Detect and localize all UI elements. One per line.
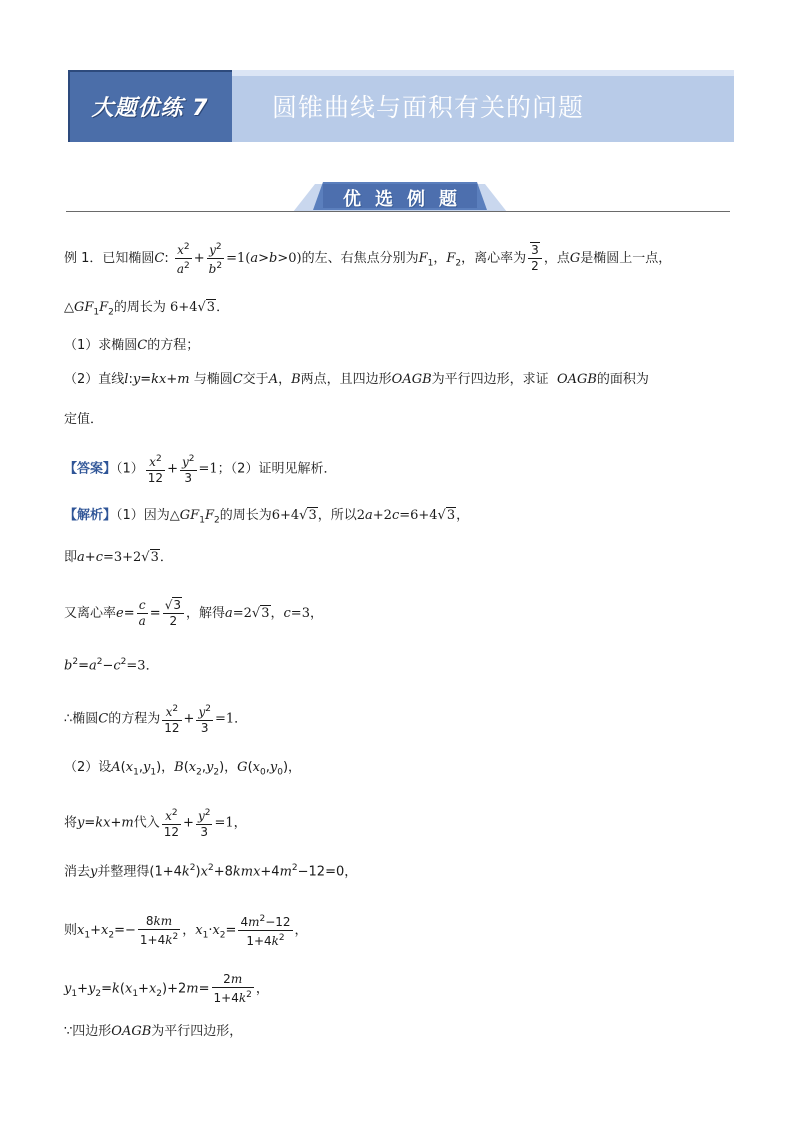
analysis-line-10: $y_1+y_2=k(x_1+x_2)+2m=$ $\frac{2m}{1+4k^2}$ ， [64,972,269,1005]
analysis-line-5: ∴椭圆C的方程为 $\frac{x^2}{12}$ + $\frac{y^2}{3}$ =1． [64,704,248,735]
answer-line: 【答案】（1） $\frac{x^2}{12}$ + $\frac{y^2}{3}$ =1；（2）证明见解析． [64,454,337,485]
analysis-line-4: $b^2=a^2-c^2=3$． [64,657,159,674]
problem-q2: （2）直线l:y=kx+m 与椭圆C交于A，B两点，且四边形OAGB为平行四边形，求证 OAGB的面积为 [64,372,649,387]
header-title: 圆锥曲线与面积有关的问题 [272,93,585,122]
header-badge [68,70,232,142]
analysis-line-1: 【解析】（1）因为$\triangle GF_1F_2$的周长为6+4√3，所以2a+2c=6+4√3， [64,508,470,526]
analysis-line-11: ∵四边形OAGB为平行四边形， [64,1024,243,1039]
analysis-line-3: 又离心率e= $\frac{c}{a}$ = $\frac{√3}{2}$ ，解得a=2√3，c=3， [64,598,323,628]
problem-line-2: $\triangle GF_1F_2$的周长为 6+4√3． [64,300,230,318]
analysis-line-2: 即a+c=3+2√3． [64,550,173,565]
problem-line-1: 例 1．已知椭圆C: $\frac{x^2}{a^2}$ + $\frac{y^2}{b^2}$ =1(a>b>0)的左、右焦点分别为$F_1$，$F_2$，离心率为 $\frac{3}{2}$ ，点G是椭圆上一点， [64,242,672,276]
analysis-line-9: 则$x_1+x_2=-$ $\frac{8km}{1+4k^2}$ ，$x_1\cdot x_2=$ $\frac{4m^2-12}{1+4k^2}$ ， [64,913,308,948]
problem-q1: （1）求椭圆C的方程； [64,338,200,353]
analysis-line-7: 将y=kx+m代入 $\frac{x^2}{12}$ + $\frac{y^2}{3}$ =1， [64,808,247,839]
section-ribbon [293,180,507,214]
header-badge-text: 大题优练 7 [91,95,209,121]
analysis-line-8: 消去y并整理得$(1+4k^2)x^2+8kmx+4m^2-12=0$， [64,863,358,880]
problem-q2-end: 定值． [64,412,104,427]
divider-line [66,211,730,212]
analysis-line-6: （2）设$A(x_1,y_1)$，$B(x_2,y_2)$，$G(x_0,y_0)$， [64,760,302,778]
section-label: 优选例题 [343,189,471,210]
